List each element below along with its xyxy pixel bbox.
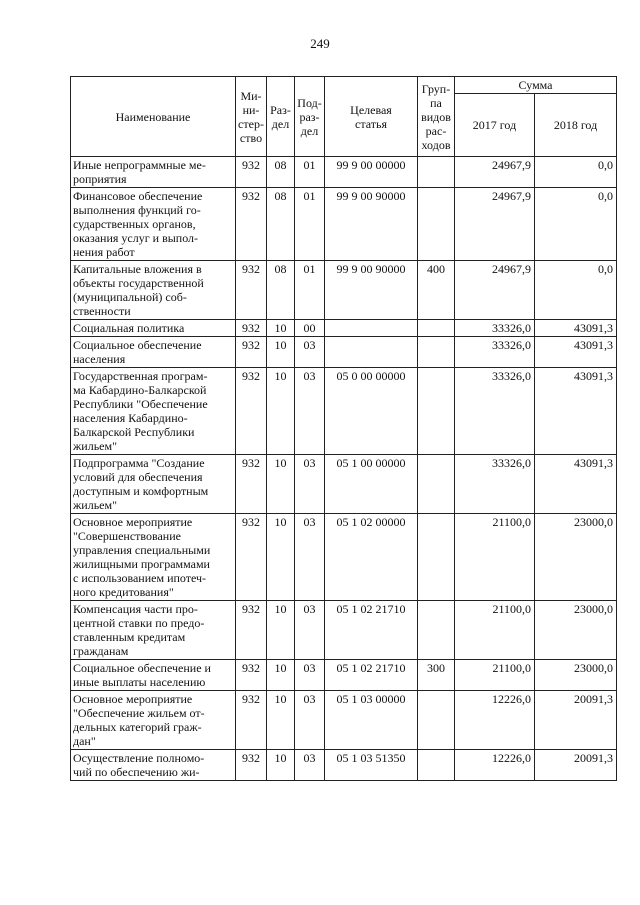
subsection-cell: 03 [295,601,325,660]
subsection-cell: 01 [295,261,325,320]
subsection-cell: 03 [295,660,325,691]
section-cell: 08 [267,261,295,320]
name-cell: Основное мероприятие "Обеспечение жильем от- дельных категорий граж- дан" [71,691,236,750]
sum-2018-cell: 43091,3 [535,337,617,368]
target-article-cell: 05 1 00 00000 [325,455,418,514]
sum-2017-cell: 12226,0 [455,750,535,781]
table-row [71,157,617,188]
table-body [71,157,617,781]
header-year-2018: 2018 год [535,94,617,157]
expense-group-cell [418,691,455,750]
ministry-cell: 932 [236,660,267,691]
header-target: Целевая статья [325,77,418,157]
sum-2018-cell: 0,0 [535,188,617,261]
section-cell: 10 [267,601,295,660]
sum-2018-cell: 0,0 [535,157,617,188]
ministry-cell: 932 [236,514,267,601]
ministry-cell: 932 [236,601,267,660]
sum-2018-cell: 23000,0 [535,514,617,601]
ministry-cell: 932 [236,455,267,514]
sum-2018-cell: 43091,3 [535,455,617,514]
sum-2017-cell: 21100,0 [455,514,535,601]
target-article-cell: 99 9 00 90000 [325,261,418,320]
ministry-cell: 932 [236,691,267,750]
expense-group-cell [418,337,455,368]
table-row [71,261,617,320]
target-article-cell: 05 1 02 00000 [325,514,418,601]
header-year-2017: 2017 год [455,94,535,157]
target-article-cell: 99 9 00 90000 [325,188,418,261]
header-sum: Сумма [455,77,617,94]
table-row [71,368,617,455]
subsection-cell: 03 [295,368,325,455]
target-article-cell: 99 9 00 00000 [325,157,418,188]
name-cell: Компенсация части про- центной ставки по предо- ставленным кредитам гражданам [71,601,236,660]
target-article-cell: 05 1 03 00000 [325,691,418,750]
target-article-cell [325,320,418,337]
sum-2018-cell: 23000,0 [535,660,617,691]
table-row [71,660,617,691]
expense-group-cell: 400 [418,261,455,320]
name-cell: Иные непрограммные ме- роприятия [71,157,236,188]
name-cell: Осуществление полномо- чий по обеспечению жи- [71,750,236,781]
name-cell: Финансовое обеспечение выполнения функций го- сударственных органов, оказания услуг и выпол- нения работ [71,188,236,261]
subsection-cell: 01 [295,188,325,261]
section-cell: 10 [267,660,295,691]
section-cell: 08 [267,157,295,188]
name-cell: Основное мероприятие "Совершенствование управления специальными жилищными программами с использованием ипотеч- ного кредитования" [71,514,236,601]
header-subsection: Под- раз- дел [295,77,325,157]
section-cell: 10 [267,455,295,514]
subsection-cell: 00 [295,320,325,337]
header-name: Наименование [71,77,236,157]
ministry-cell: 932 [236,320,267,337]
page-number: 249 [310,36,330,51]
target-article-cell [325,337,418,368]
expense-group-cell [418,601,455,660]
sum-2018-cell: 23000,0 [535,601,617,660]
subsection-cell: 03 [295,455,325,514]
ministry-cell: 932 [236,368,267,455]
sum-2018-cell: 43091,3 [535,320,617,337]
sum-2017-cell: 33326,0 [455,455,535,514]
ministry-cell: 932 [236,157,267,188]
ministry-cell: 932 [236,188,267,261]
name-cell: Социальное обеспечение и иные выплаты населению [71,660,236,691]
section-cell: 10 [267,337,295,368]
subsection-cell: 03 [295,750,325,781]
subsection-cell: 03 [295,514,325,601]
section-cell: 10 [267,368,295,455]
sum-2018-cell: 20091,3 [535,691,617,750]
name-cell: Подпрограмма "Создание условий для обеспечения доступным и комфортным жильем" [71,455,236,514]
sum-2018-cell: 20091,3 [535,750,617,781]
sum-2017-cell: 24967,9 [455,157,535,188]
table-row [71,691,617,750]
table-row [71,337,617,368]
section-cell: 08 [267,188,295,261]
table-row [71,601,617,660]
ministry-cell: 932 [236,750,267,781]
table-row [71,514,617,601]
expense-group-cell: 300 [418,660,455,691]
sum-2018-cell: 43091,3 [535,368,617,455]
table-row [71,188,617,261]
sum-2017-cell: 21100,0 [455,601,535,660]
name-cell: Социальная политика [71,320,236,337]
subsection-cell: 03 [295,337,325,368]
section-cell: 10 [267,514,295,601]
name-cell: Капитальные вложения в объекты государственной (муниципальной) соб- ственности [71,261,236,320]
expense-group-cell [418,157,455,188]
name-cell: Государственная програм- ма Кабардино-Балкарской Республики "Обеспечение населения Кабардино- Балкарской Республики жильем" [71,368,236,455]
target-article-cell: 05 1 02 21710 [325,660,418,691]
section-cell: 10 [267,750,295,781]
expense-group-cell [418,188,455,261]
sum-2017-cell: 24967,9 [455,261,535,320]
subsection-cell: 01 [295,157,325,188]
expense-group-cell [418,750,455,781]
sum-2017-cell: 21100,0 [455,660,535,691]
sum-2017-cell: 24967,9 [455,188,535,261]
header-section: Раз- дел [267,77,295,157]
expense-group-cell [418,455,455,514]
sum-2017-cell: 33326,0 [455,320,535,337]
table-row [71,750,617,781]
ministry-cell: 932 [236,337,267,368]
sum-2017-cell: 33326,0 [455,337,535,368]
target-article-cell: 05 0 00 00000 [325,368,418,455]
sum-2017-cell: 12226,0 [455,691,535,750]
budget-table [70,76,617,781]
name-cell: Социальное обеспечение населения [71,337,236,368]
ministry-cell: 932 [236,261,267,320]
expense-group-cell [418,368,455,455]
header-group: Груп- па видов рас- ходов [418,77,455,157]
section-cell: 10 [267,691,295,750]
table-row [71,320,617,337]
section-cell: 10 [267,320,295,337]
subsection-cell: 03 [295,691,325,750]
sum-2018-cell: 0,0 [535,261,617,320]
header-ministry: Ми- ни- стер- ство [236,77,267,157]
sum-2017-cell: 33326,0 [455,368,535,455]
expense-group-cell [418,320,455,337]
table-row [71,455,617,514]
target-article-cell: 05 1 02 21710 [325,601,418,660]
target-article-cell: 05 1 03 51350 [325,750,418,781]
expense-group-cell [418,514,455,601]
